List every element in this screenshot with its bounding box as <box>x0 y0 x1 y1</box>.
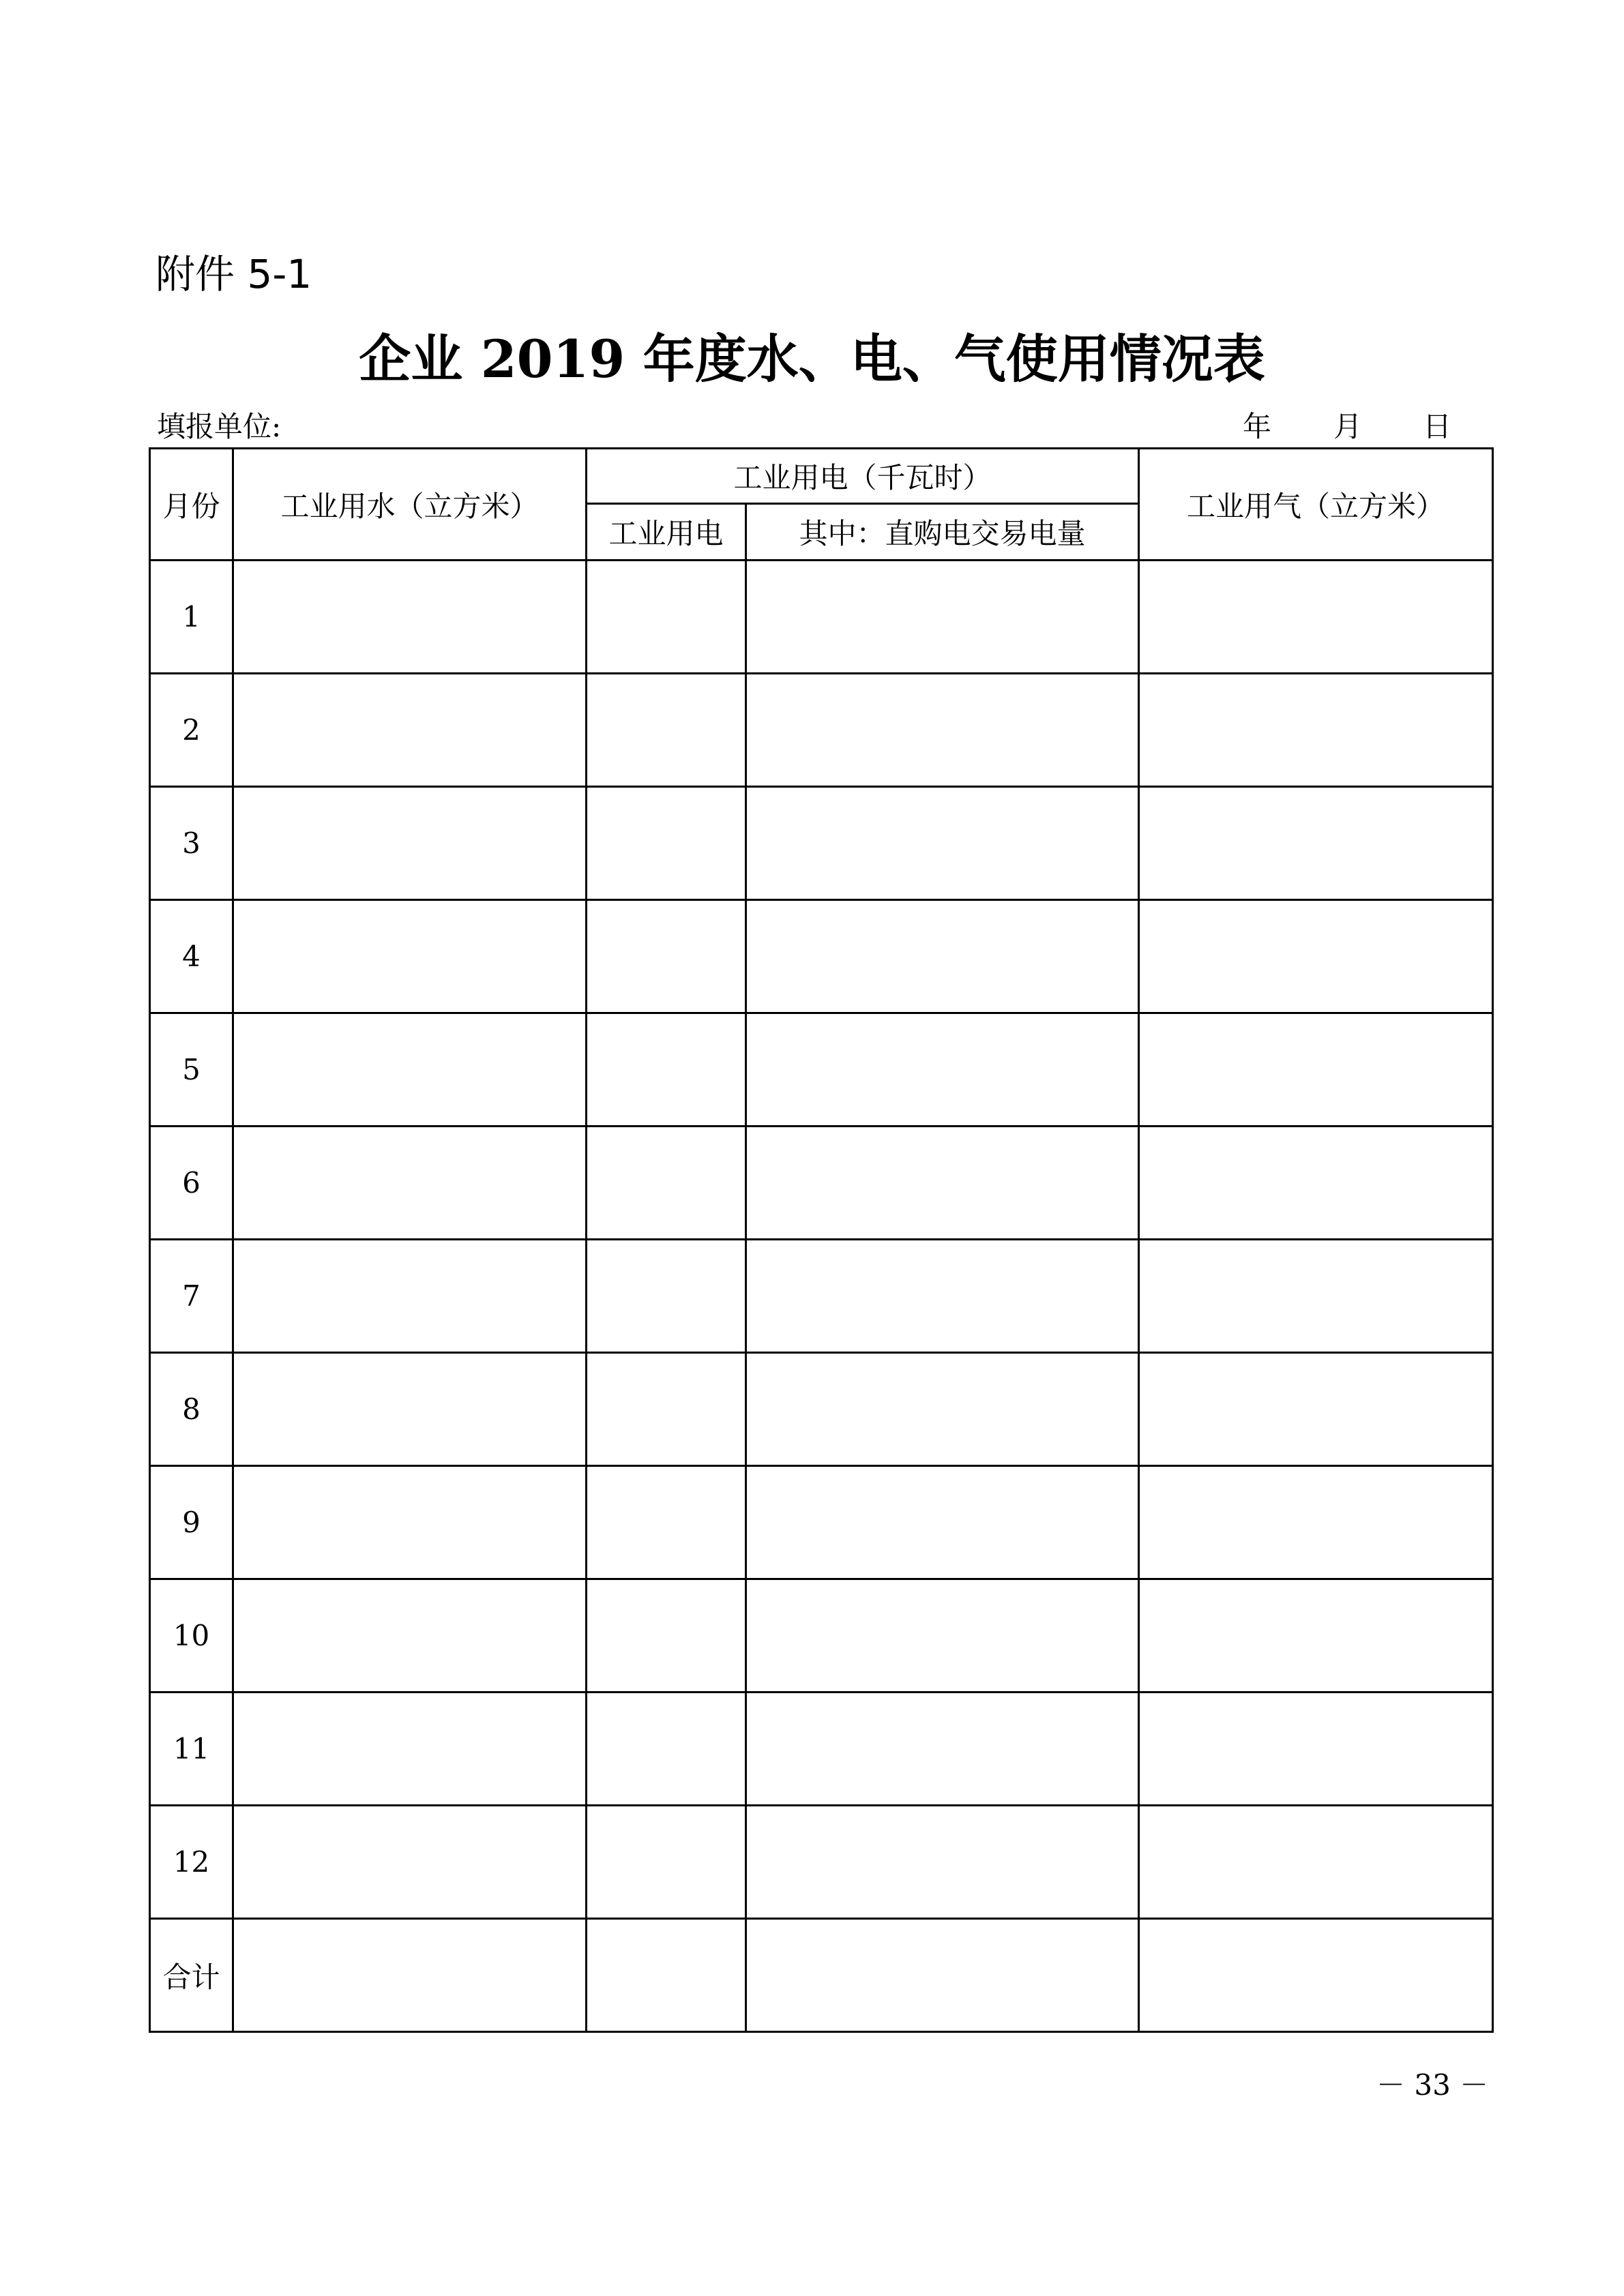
table-row <box>150 1013 1493 1127</box>
gas-cell[interactable] <box>1139 1013 1493 1127</box>
water-cell[interactable] <box>233 1353 587 1466</box>
table-row <box>150 1806 1493 1919</box>
gas-cell[interactable] <box>1139 1919 1493 2032</box>
gas-cell[interactable] <box>1139 1579 1493 1693</box>
water-cell[interactable] <box>233 1693 587 1806</box>
direct-purchase-cell[interactable] <box>746 1127 1139 1240</box>
month-cell: 11 <box>150 1693 233 1806</box>
gas-cell[interactable] <box>1139 1240 1493 1353</box>
direct-purchase-cell[interactable] <box>746 900 1139 1013</box>
direct-purchase-cell[interactable] <box>746 1806 1139 1919</box>
electricity-cell[interactable] <box>587 1693 746 1806</box>
date-month-label: 月 <box>1333 410 1363 443</box>
electricity-cell[interactable] <box>587 900 746 1013</box>
month-cell: 8 <box>150 1353 233 1466</box>
date-day-label: 日 <box>1423 410 1452 443</box>
electricity-cell[interactable] <box>587 1466 746 1579</box>
direct-purchase-cell[interactable] <box>746 1466 1139 1579</box>
direct-purchase-cell[interactable] <box>746 1579 1139 1693</box>
direct-purchase-cell[interactable] <box>746 1013 1139 1127</box>
table-body <box>150 561 1493 2032</box>
filler-unit-label: 填报单位: <box>157 410 282 443</box>
electricity-cell[interactable] <box>587 1919 746 2032</box>
water-cell[interactable] <box>233 1919 587 2032</box>
month-cell: 6 <box>150 1127 233 1240</box>
electricity-cell[interactable] <box>587 1353 746 1466</box>
direct-purchase-cell[interactable] <box>746 674 1139 787</box>
table-row <box>150 787 1493 900</box>
month-cell: 4 <box>150 900 233 1013</box>
gas-cell[interactable] <box>1139 674 1493 787</box>
direct-purchase-cell[interactable] <box>746 561 1139 674</box>
gas-cell[interactable] <box>1139 1353 1493 1466</box>
direct-purchase-cell[interactable] <box>746 1919 1139 2032</box>
header-electricity: 工业用电 <box>587 504 746 561</box>
electricity-cell[interactable] <box>587 1127 746 1240</box>
page-title: 企业 2019 年度水、电、气使用情况表 <box>359 329 1265 389</box>
electricity-cell[interactable] <box>587 674 746 787</box>
month-cell: 10 <box>150 1579 233 1693</box>
gas-cell[interactable] <box>1139 900 1493 1013</box>
month-cell: 1 <box>150 561 233 674</box>
header-direct-purchase: 其中：直购电交易电量 <box>746 504 1139 561</box>
month-cell: 12 <box>150 1806 233 1919</box>
table-row <box>150 1240 1493 1353</box>
table-row <box>150 1466 1493 1579</box>
direct-purchase-cell[interactable] <box>746 1240 1139 1353</box>
month-cell: 合计 <box>150 1919 233 2032</box>
table-row <box>150 900 1493 1013</box>
gas-cell[interactable] <box>1139 561 1493 674</box>
table-row <box>150 1919 1493 2032</box>
month-cell: 7 <box>150 1240 233 1353</box>
electricity-cell[interactable] <box>587 561 746 674</box>
table-row <box>150 1693 1493 1806</box>
page-number: － 33 － <box>1376 2068 1489 2102</box>
electricity-cell[interactable] <box>587 787 746 900</box>
direct-purchase-cell[interactable] <box>746 1353 1139 1466</box>
usage-table <box>149 447 1494 2033</box>
water-cell[interactable] <box>233 561 587 674</box>
header-electricity-group: 工业用电（千瓦时） <box>587 449 1139 504</box>
month-cell: 5 <box>150 1013 233 1127</box>
month-cell: 3 <box>150 787 233 900</box>
electricity-cell[interactable] <box>587 1240 746 1353</box>
gas-cell[interactable] <box>1139 1127 1493 1240</box>
table-row <box>150 1127 1493 1240</box>
water-cell[interactable] <box>233 1013 587 1127</box>
water-cell[interactable] <box>233 1240 587 1353</box>
water-cell[interactable] <box>233 674 587 787</box>
attachment-label: 附件 5-1 <box>156 251 312 297</box>
table-row <box>150 674 1493 787</box>
gas-cell[interactable] <box>1139 787 1493 900</box>
header-month: 月份 <box>150 449 233 561</box>
month-cell: 9 <box>150 1466 233 1579</box>
gas-cell[interactable] <box>1139 1806 1493 1919</box>
table-row <box>150 1579 1493 1693</box>
date-year-label: 年 <box>1243 410 1272 443</box>
table-row <box>150 561 1493 674</box>
electricity-cell[interactable] <box>587 1806 746 1919</box>
electricity-cell[interactable] <box>587 1579 746 1693</box>
water-cell[interactable] <box>233 1579 587 1693</box>
direct-purchase-cell[interactable] <box>746 787 1139 900</box>
water-cell[interactable] <box>233 1127 587 1240</box>
header-gas: 工业用气（立方米） <box>1139 449 1493 561</box>
month-cell: 2 <box>150 674 233 787</box>
electricity-cell[interactable] <box>587 1013 746 1127</box>
direct-purchase-cell[interactable] <box>746 1693 1139 1806</box>
header-water: 工业用水（立方米） <box>233 449 587 561</box>
water-cell[interactable] <box>233 1466 587 1579</box>
gas-cell[interactable] <box>1139 1693 1493 1806</box>
water-cell[interactable] <box>233 900 587 1013</box>
water-cell[interactable] <box>233 787 587 900</box>
gas-cell[interactable] <box>1139 1466 1493 1579</box>
table-row <box>150 1353 1493 1466</box>
water-cell[interactable] <box>233 1806 587 1919</box>
